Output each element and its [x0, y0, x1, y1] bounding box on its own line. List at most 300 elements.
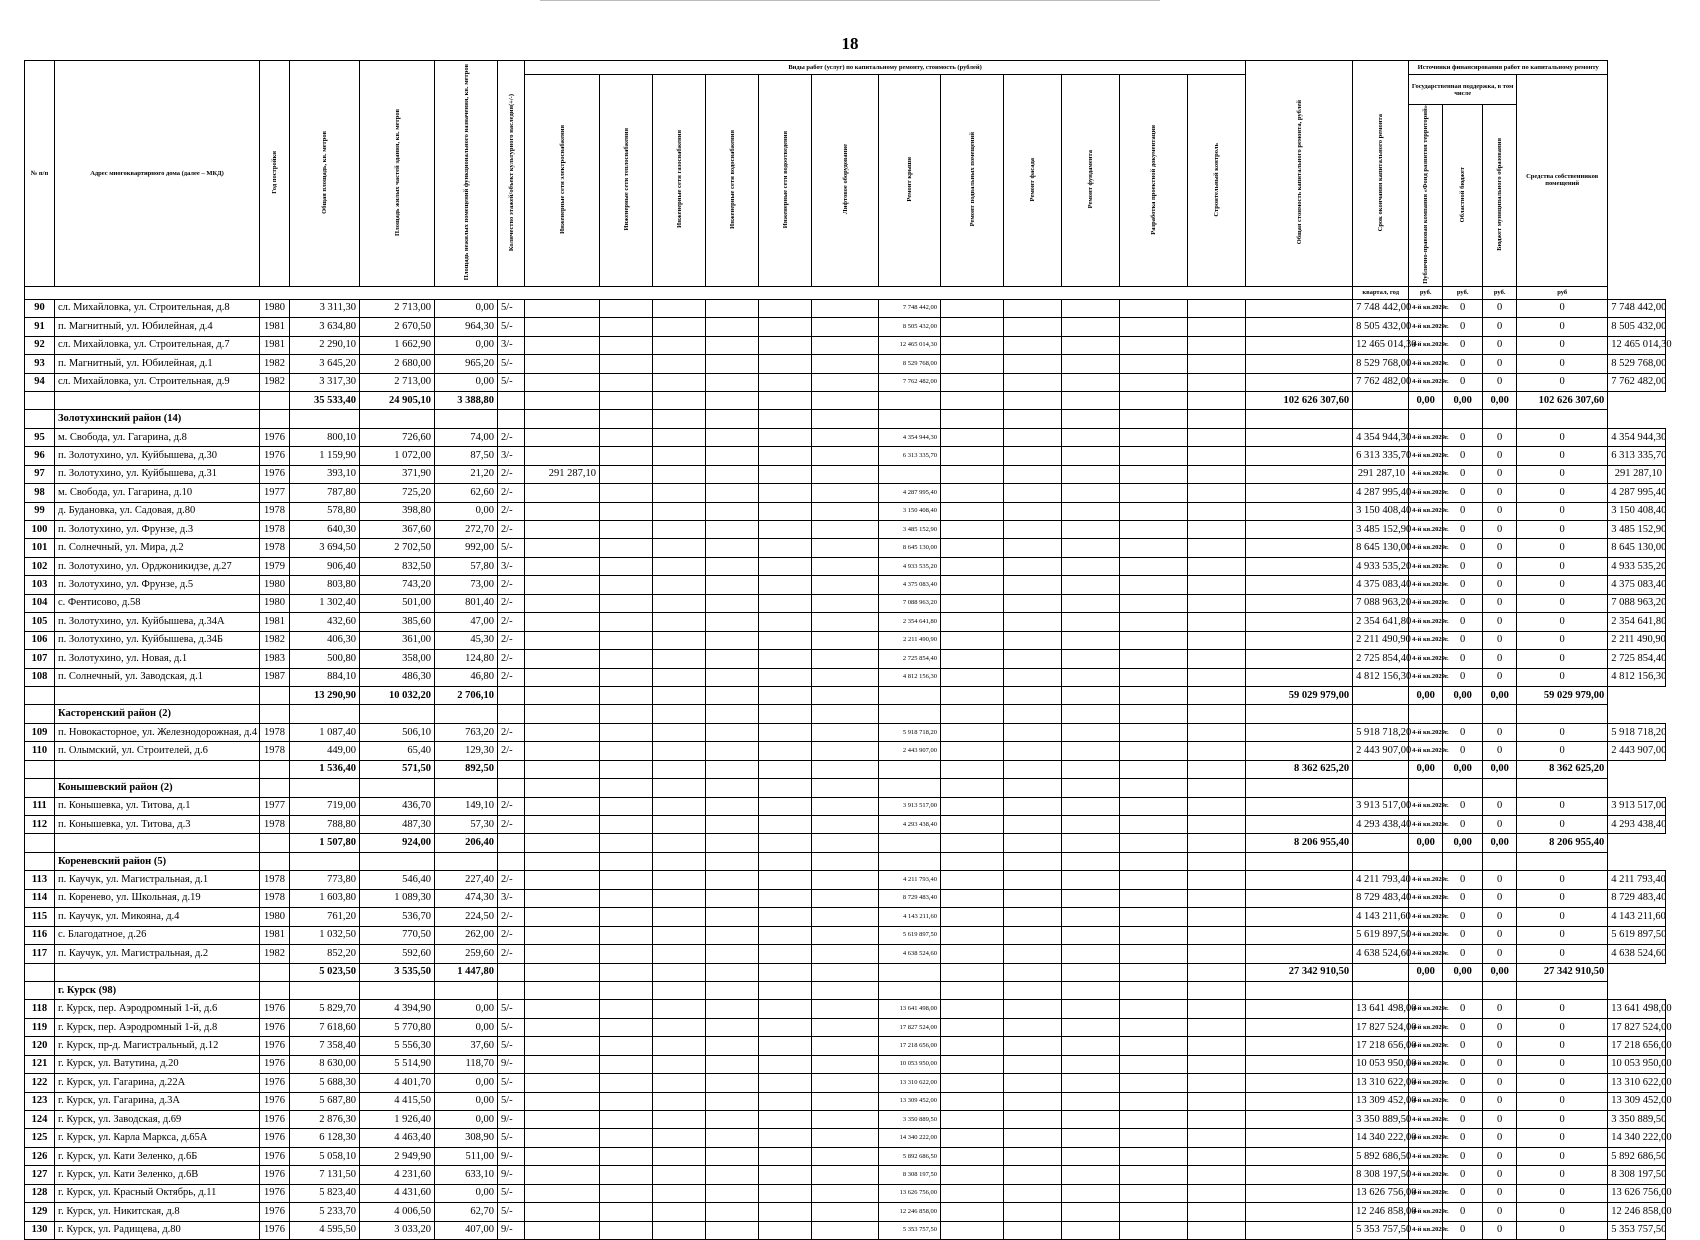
row-work-empty: [1062, 1147, 1120, 1165]
empty-cell: [260, 391, 290, 409]
row-work-empty: [706, 668, 759, 686]
row-work-empty: [812, 1129, 879, 1147]
row-address: п. Магнитный, ул. Юбилейная, д.4: [55, 318, 260, 336]
row-living-area: 3 033,20: [360, 1221, 435, 1239]
row-fund-ppk: 0: [1443, 631, 1483, 649]
row-work-empty: [653, 1184, 706, 1202]
row-work-empty: [759, 668, 812, 686]
row-work-empty: [812, 1037, 879, 1055]
hdr-living-area: Площадь жилых частей здания, кв. метров: [360, 61, 435, 287]
row-number: 99: [25, 502, 55, 520]
row-work-empty: [812, 1221, 879, 1239]
row-fund-owners: 2 443 907,00: [1608, 742, 1666, 760]
row-address: г. Курск, пр-д. Магистральный, д.12: [55, 1037, 260, 1055]
row-address: г. Курск, ул. Кати Зеленко, д.6Б: [55, 1147, 260, 1165]
row-work-empty: [706, 447, 759, 465]
row-address: д. Будановка, ул. Садовая, д.80: [55, 502, 260, 520]
row-work-empty: [1246, 1147, 1353, 1165]
row-work-empty: [812, 1000, 879, 1018]
hdr-nonres-area: Площадь нежилых помещений функционального назначения, кв. метров: [435, 61, 498, 287]
empty-cell: [55, 963, 260, 981]
row-fund-municipal: 0: [1517, 797, 1608, 815]
row-living-area: 832,50: [360, 557, 435, 575]
row-work-empty: [1004, 742, 1062, 760]
hdr-fund-municipal: Бюджет муниципального образования: [1483, 105, 1517, 287]
row-floors: 9/-: [498, 1166, 525, 1184]
subtotal-fund-municipal: 0,00: [1483, 760, 1517, 778]
row-floors: 2/-: [498, 742, 525, 760]
row-work-empty: [759, 521, 812, 539]
row-fund-owners: 13 626 756,00: [1608, 1184, 1666, 1202]
empty-cell: [759, 852, 812, 870]
row-work-empty: [706, 465, 759, 483]
row-work-empty: [1004, 318, 1062, 336]
row-fund-owners: 4 933 535,20: [1608, 557, 1666, 575]
subtotal-nonres-area: 3 388,80: [435, 391, 498, 409]
row-fund-oblast: 0: [1483, 613, 1517, 631]
row-address: п. Золотухино, ул. Новая, д.1: [55, 650, 260, 668]
row-fund-owners: 2 354 641,80: [1608, 613, 1666, 631]
row-address: г. Курск, ул. Никитская, д.8: [55, 1203, 260, 1221]
region-name: Касторенский район (2): [55, 705, 260, 723]
row-work-empty: [653, 484, 706, 502]
row-work-empty: [759, 428, 812, 446]
row-total-area: 1 032,50: [290, 926, 360, 944]
row-floors: 2/-: [498, 908, 525, 926]
row-work-empty: [941, 926, 1004, 944]
row-work-electric: [525, 557, 600, 575]
row-floors: 2/-: [498, 871, 525, 889]
hdr-state-support: Государственная поддержка, в том числе: [1409, 75, 1517, 105]
row-living-area: 361,00: [360, 631, 435, 649]
empty-cell: [1353, 705, 1409, 723]
row-work-empty: [1246, 557, 1353, 575]
row-work-empty: [812, 723, 879, 741]
row-work-empty: [812, 908, 879, 926]
row-work-empty: [1188, 1018, 1246, 1036]
row-work-empty: [812, 668, 879, 686]
row-work-roof: 4 638 524,60: [879, 945, 941, 963]
row-work-empty: [706, 797, 759, 815]
row-work-empty: [1062, 428, 1120, 446]
row-number: 130: [25, 1221, 55, 1239]
empty-cell: [1517, 410, 1608, 428]
row-fund-oblast: 0: [1483, 1166, 1517, 1184]
table-row: [25, 1092, 1666, 1110]
row-fund-oblast: 0: [1483, 336, 1517, 354]
hdr-fund-oblast: Областной бюджет: [1443, 105, 1483, 287]
empty-cell: [600, 834, 653, 852]
row-work-empty: [706, 594, 759, 612]
row-work-empty: [812, 1166, 879, 1184]
row-year: 1980: [260, 299, 290, 317]
row-work-empty: [1188, 1074, 1246, 1092]
row-work-empty: [600, 539, 653, 557]
row-nonres-area: 149,10: [435, 797, 498, 815]
empty-cell: [653, 963, 706, 981]
row-work-empty: [812, 1147, 879, 1165]
row-fund-municipal: 0: [1517, 1092, 1608, 1110]
row-work-roof: 14 340 222,00: [879, 1129, 941, 1147]
empty-cell: [941, 981, 1004, 999]
row-work-empty: [1062, 908, 1120, 926]
row-work-empty: [1246, 889, 1353, 907]
row-work-empty: [1246, 723, 1353, 741]
row-fund-oblast: 0: [1483, 447, 1517, 465]
row-work-empty: [653, 502, 706, 520]
row-work-empty: [1120, 502, 1188, 520]
row-work-empty: [1188, 816, 1246, 834]
empty-cell: [1188, 834, 1246, 852]
row-work-roof: 3 150 408,40: [879, 502, 941, 520]
subtotal-fund-municipal: 0,00: [1483, 686, 1517, 704]
empty-cell: [941, 852, 1004, 870]
row-work-empty: [941, 723, 1004, 741]
row-work-empty: [759, 742, 812, 760]
row-work-empty: [1062, 797, 1120, 815]
row-year: 1981: [260, 613, 290, 631]
row-work-roof: 10 053 950,00: [879, 1055, 941, 1073]
row-fund-municipal: 0: [1517, 557, 1608, 575]
row-work-empty: [1120, 318, 1188, 336]
row-number: 102: [25, 557, 55, 575]
row-work-empty: [1188, 576, 1246, 594]
row-fund-ppk: 0: [1443, 1221, 1483, 1239]
row-work-empty: [1004, 355, 1062, 373]
row-address: п. Новокасторное, ул. Железнодорожная, д.4: [55, 723, 260, 741]
capital-repair-table: [24, 60, 1672, 1240]
empty-cell: [653, 686, 706, 704]
subtotal-total-area: 1 536,40: [290, 760, 360, 778]
row-work-empty: [1120, 742, 1188, 760]
row-work-empty: [653, 428, 706, 446]
row-work-empty: [1004, 336, 1062, 354]
empty-cell: [1483, 981, 1517, 999]
unit-municipal: руб.: [1483, 286, 1517, 299]
row-work-empty: [600, 871, 653, 889]
row-fund-oblast: 0: [1483, 797, 1517, 815]
row-work-empty: [759, 1111, 812, 1129]
row-work-empty: [812, 1203, 879, 1221]
row-fund-owners: 4 812 156,30: [1608, 668, 1666, 686]
row-work-empty: [1246, 613, 1353, 631]
row-term: 4-й кв.2029г.: [1409, 594, 1443, 612]
row-work-empty: [1004, 521, 1062, 539]
row-work-roof: 5 918 718,20: [879, 723, 941, 741]
row-fund-municipal: 0: [1517, 816, 1608, 834]
row-year: 1976: [260, 1203, 290, 1221]
row-total-cost: 4 211 793,40: [1353, 871, 1409, 889]
row-living-area: 501,00: [360, 594, 435, 612]
row-work-empty: [653, 447, 706, 465]
empty-cell: [706, 410, 759, 428]
row-work-empty: [759, 465, 812, 483]
row-work-empty: [759, 1000, 812, 1018]
row-work-roof: 13 626 756,00: [879, 1184, 941, 1202]
row-fund-oblast: 0: [1483, 1018, 1517, 1036]
row-nonres-area: 0,00: [435, 1111, 498, 1129]
row-nonres-area: 0,00: [435, 502, 498, 520]
row-nonres-area: 74,00: [435, 428, 498, 446]
row-fund-ppk: 0: [1443, 945, 1483, 963]
row-number: 107: [25, 650, 55, 668]
row-total-area: 7 618,60: [290, 1018, 360, 1036]
row-work-empty: [1246, 373, 1353, 391]
hdr-work-heat: Инженерные сети теплоснабжения: [600, 75, 653, 287]
row-fund-oblast: 0: [1483, 1111, 1517, 1129]
row-work-roof: 5 353 757,50: [879, 1221, 941, 1239]
row-fund-ppk: 0: [1443, 594, 1483, 612]
row-work-empty: [1004, 1074, 1062, 1092]
row-total-cost: 3 913 517,00: [1353, 797, 1409, 815]
row-fund-owners: 3 913 517,00: [1608, 797, 1666, 815]
row-work-empty: [941, 668, 1004, 686]
table-row: [25, 1037, 1666, 1055]
empty-cell: [55, 834, 260, 852]
empty-cell: [1188, 391, 1246, 409]
empty-cell: [759, 686, 812, 704]
row-work-roof: 17 827 524,00: [879, 1018, 941, 1036]
empty-cell: [525, 410, 600, 428]
row-fund-ppk: 0: [1443, 1092, 1483, 1110]
row-floors: 3/-: [498, 447, 525, 465]
empty-cell: [435, 852, 498, 870]
subtotal-fund-oblast: 0,00: [1443, 760, 1483, 778]
subtotal-fund-owners: 59 029 979,00: [1517, 686, 1608, 704]
empty-cell: [1188, 686, 1246, 704]
row-fund-oblast: 0: [1483, 355, 1517, 373]
row-total-cost: 5 918 718,20: [1353, 723, 1409, 741]
row-work-electric: [525, 502, 600, 520]
row-floors: 2/-: [498, 613, 525, 631]
empty-cell: [706, 391, 759, 409]
table-row: [25, 1000, 1666, 1018]
row-work-electric: [525, 447, 600, 465]
row-work-empty: [600, 668, 653, 686]
table-row: [25, 521, 1666, 539]
row-fund-ppk: 0: [1443, 318, 1483, 336]
row-work-empty: [1120, 373, 1188, 391]
row-fund-ppk: 0: [1443, 613, 1483, 631]
row-work-empty: [1004, 594, 1062, 612]
row-work-empty: [812, 318, 879, 336]
hdr-address: Адрес многоквартирного дома (далее – МКД): [55, 61, 260, 287]
subtotal-living-area: 24 905,10: [360, 391, 435, 409]
row-work-empty: [653, 1166, 706, 1184]
row-fund-owners: 14 340 222,00: [1608, 1129, 1666, 1147]
row-fund-ppk: 0: [1443, 465, 1483, 483]
empty-cell: [360, 981, 435, 999]
row-work-empty: [941, 318, 1004, 336]
empty-cell: [1353, 852, 1409, 870]
row-work-empty: [653, 373, 706, 391]
row-work-empty: [1188, 1221, 1246, 1239]
hdr-work-supervision: Строительный контроль: [1188, 75, 1246, 287]
row-work-empty: [812, 576, 879, 594]
row-work-empty: [653, 742, 706, 760]
row-year: 1982: [260, 373, 290, 391]
row-work-empty: [1120, 1037, 1188, 1055]
row-work-empty: [1004, 465, 1062, 483]
row-work-empty: [1120, 926, 1188, 944]
row-work-empty: [1062, 355, 1120, 373]
row-work-electric: [525, 871, 600, 889]
row-work-empty: [1062, 889, 1120, 907]
row-work-empty: [1188, 668, 1246, 686]
row-total-area: 640,30: [290, 521, 360, 539]
subtotal-total-cost: 102 626 307,60: [1246, 391, 1353, 409]
row-term: 4-й кв.2029г.: [1409, 1092, 1443, 1110]
row-floors: 2/-: [498, 797, 525, 815]
row-work-empty: [759, 889, 812, 907]
empty-cell: [706, 834, 759, 852]
row-work-empty: [941, 742, 1004, 760]
row-work-empty: [1004, 1221, 1062, 1239]
empty-cell: [706, 963, 759, 981]
empty-cell: [1443, 852, 1483, 870]
row-work-electric: [525, 908, 600, 926]
row-number: 125: [25, 1129, 55, 1147]
empty-cell: [1120, 705, 1188, 723]
empty-cell: [879, 760, 941, 778]
row-nonres-area: 262,00: [435, 926, 498, 944]
empty-cell: [1062, 779, 1120, 797]
row-fund-municipal: 0: [1517, 447, 1608, 465]
row-term: 4-й кв.2029г.: [1409, 723, 1443, 741]
empty-cell: [1062, 981, 1120, 999]
row-fund-owners: 8 729 483,40: [1608, 889, 1666, 907]
row-fund-municipal: 0: [1517, 871, 1608, 889]
row-work-empty: [1062, 447, 1120, 465]
empty-cell: [25, 686, 55, 704]
row-nonres-area: 0,00: [435, 1000, 498, 1018]
row-work-empty: [706, 723, 759, 741]
row-work-empty: [812, 557, 879, 575]
unit-term: квартал, год: [1353, 286, 1409, 299]
row-work-roof: 4 143 211,60: [879, 908, 941, 926]
row-term: 4-й кв.2029г.: [1409, 1000, 1443, 1018]
row-work-empty: [1004, 576, 1062, 594]
row-work-empty: [759, 299, 812, 317]
row-work-empty: [941, 871, 1004, 889]
row-work-empty: [1120, 428, 1188, 446]
row-nonres-area: 73,00: [435, 576, 498, 594]
row-nonres-area: 308,90: [435, 1129, 498, 1147]
row-year: 1978: [260, 889, 290, 907]
row-fund-ppk: 0: [1443, 668, 1483, 686]
row-total-cost: 2 443 907,00: [1353, 742, 1409, 760]
row-total-cost: 12 465 014,30: [1353, 336, 1409, 354]
row-work-empty: [1246, 1074, 1353, 1092]
row-work-roof: 12 465 014,30: [879, 336, 941, 354]
row-work-empty: [706, 1221, 759, 1239]
row-work-empty: [706, 1000, 759, 1018]
row-work-empty: [706, 1055, 759, 1073]
row-work-empty: [1246, 1129, 1353, 1147]
row-term: 4-й кв.2029г.: [1409, 484, 1443, 502]
row-work-empty: [941, 428, 1004, 446]
row-fund-ppk: 0: [1443, 1074, 1483, 1092]
row-work-electric: [525, 1221, 600, 1239]
row-address: п. Коренево, ул. Школьная, д.19: [55, 889, 260, 907]
row-work-electric: [525, 299, 600, 317]
empty-cell: [812, 705, 879, 723]
row-work-empty: [1120, 1000, 1188, 1018]
region-name: Золотухинский район (14): [55, 410, 260, 428]
empty-cell: [941, 391, 1004, 409]
row-work-empty: [706, 742, 759, 760]
row-work-roof: 5 619 897,50: [879, 926, 941, 944]
empty-cell: [1517, 852, 1608, 870]
empty-cell: [759, 391, 812, 409]
row-work-empty: [941, 1018, 1004, 1036]
empty-cell: [941, 410, 1004, 428]
row-fund-owners: 7 762 482,00: [1608, 373, 1666, 391]
empty-cell: [759, 963, 812, 981]
row-floors: 9/-: [498, 1055, 525, 1073]
row-term: 4-й кв.2029г.: [1409, 945, 1443, 963]
row-work-empty: [706, 889, 759, 907]
row-work-empty: [1004, 502, 1062, 520]
row-term: 4-й кв.2029г.: [1409, 557, 1443, 575]
row-work-empty: [706, 318, 759, 336]
row-work-empty: [1188, 1129, 1246, 1147]
row-work-empty: [1004, 1018, 1062, 1036]
row-work-empty: [600, 816, 653, 834]
row-nonres-area: 57,30: [435, 816, 498, 834]
subtotal-fund-ppk: 0,00: [1409, 760, 1443, 778]
row-work-empty: [1004, 373, 1062, 391]
empty-cell: [1483, 705, 1517, 723]
row-term: 4-й кв.2029г.: [1409, 631, 1443, 649]
hdr-fund-ppk: Публично-правовая компания «Фонд развития территорий»: [1409, 105, 1443, 287]
row-total-area: 406,30: [290, 631, 360, 649]
empty-cell: [879, 981, 941, 999]
row-term: 4-й кв.2029г.: [1409, 742, 1443, 760]
row-work-empty: [759, 484, 812, 502]
row-work-empty: [706, 576, 759, 594]
row-address: г. Курск, пер. Аэродромный 1-й, д.6: [55, 1000, 260, 1018]
empty-cell: [1353, 981, 1409, 999]
row-work-empty: [941, 539, 1004, 557]
row-work-empty: [1062, 926, 1120, 944]
empty-cell: [435, 705, 498, 723]
table-row: [25, 1055, 1666, 1073]
row-work-empty: [653, 521, 706, 539]
row-work-empty: [1004, 797, 1062, 815]
row-nonres-area: 0,00: [435, 373, 498, 391]
row-work-empty: [1004, 668, 1062, 686]
row-work-empty: [653, 1074, 706, 1092]
empty-cell: [360, 410, 435, 428]
row-total-area: 852,20: [290, 945, 360, 963]
row-fund-owners: 3 485 152,90: [1608, 521, 1666, 539]
row-address: м. Свобода, ул. Гагарина, д.8: [55, 428, 260, 446]
row-work-empty: [1062, 631, 1120, 649]
row-work-empty: [706, 650, 759, 668]
row-work-empty: [600, 797, 653, 815]
row-total-area: 3 694,50: [290, 539, 360, 557]
row-work-empty: [653, 723, 706, 741]
row-total-area: 800,10: [290, 428, 360, 446]
row-fund-ppk: 0: [1443, 502, 1483, 520]
row-work-empty: [600, 318, 653, 336]
empty-cell: [525, 705, 600, 723]
row-address: п. Каучук, ул. Микояна, д.4: [55, 908, 260, 926]
row-work-empty: [1246, 447, 1353, 465]
row-year: 1976: [260, 1129, 290, 1147]
subtotal-nonres-area: 1 447,80: [435, 963, 498, 981]
